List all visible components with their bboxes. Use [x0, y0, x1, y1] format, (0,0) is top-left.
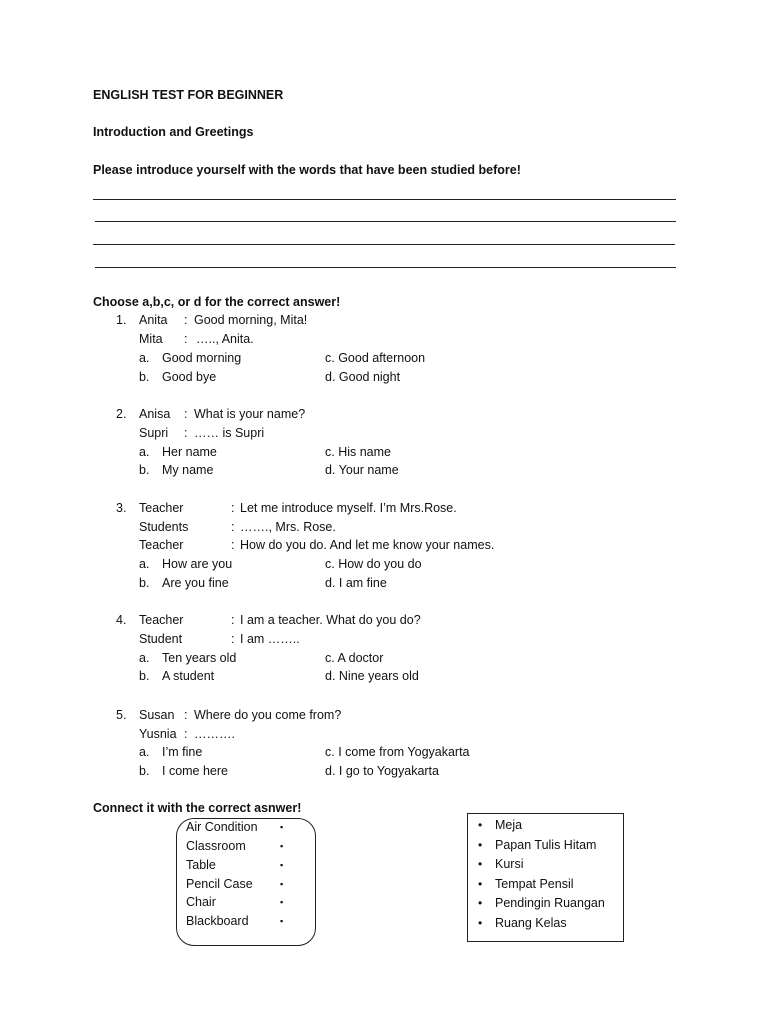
option-label: b.: [139, 463, 150, 477]
test-title: ENGLISH TEST FOR BEGINNER: [93, 88, 284, 102]
dialogue-line: I am ……..: [240, 632, 300, 646]
option-text: d. I am fine: [325, 576, 387, 590]
bullet-dot-icon: •: [478, 877, 483, 891]
option-text: c. His name: [325, 445, 391, 459]
option-text: Her name: [162, 445, 217, 459]
option-text: d. I go to Yogyakarta: [325, 764, 439, 778]
option-label: a.: [139, 351, 150, 365]
speaker-name: Teacher: [139, 538, 184, 552]
option-text: c. Good afternoon: [325, 351, 426, 365]
colon: :: [231, 613, 235, 627]
colon: :: [231, 501, 235, 515]
option-text: A student: [162, 669, 215, 683]
dialogue-line: Where do you come from?: [194, 708, 342, 722]
match-right-item: Papan Tulis Hitam: [495, 838, 597, 852]
option-text: I come here: [162, 764, 229, 778]
dialogue-line: ……….: [194, 727, 235, 741]
bullet-dot-icon: •: [478, 838, 483, 852]
square-bullet-icon: ▪: [280, 822, 284, 832]
match-left-item: Classroom: [186, 839, 246, 853]
answer-line: [93, 244, 675, 245]
match-right-item: Meja: [495, 818, 523, 832]
speaker-name: Student: [139, 632, 183, 646]
colon: :: [184, 313, 188, 327]
match-left-item: Air Condition: [186, 820, 258, 834]
option-text: c. A doctor: [325, 651, 384, 665]
dialogue-line: ….., Anita.: [196, 332, 254, 346]
option-label: b.: [139, 764, 150, 778]
square-bullet-icon: ▪: [280, 879, 284, 889]
option-label: b.: [139, 576, 150, 590]
option-text: d. Nine years old: [325, 669, 419, 683]
question-number: 2.: [116, 407, 127, 421]
dialogue-line: How do you do. And let me know your names.: [240, 538, 495, 552]
speaker-name: Anita: [139, 313, 168, 327]
answer-line: [95, 267, 676, 268]
dialogue-line: What is your name?: [194, 407, 306, 421]
dialogue-line: Let me introduce myself. I’m Mrs.Rose.: [240, 501, 457, 515]
dialogue-line: ……., Mrs. Rose.: [240, 520, 336, 534]
dialogue-line: I am a teacher. What do you do?: [240, 613, 421, 627]
speaker-name: Teacher: [139, 613, 184, 627]
instruction-choose: Choose a,b,c, or d for the correct answer!: [93, 295, 341, 309]
question-number: 1.: [116, 313, 127, 327]
dialogue-line: …… is Supri: [194, 426, 265, 440]
question-number: 5.: [116, 708, 127, 722]
option-label: b.: [139, 669, 150, 683]
speaker-name: Teacher: [139, 501, 184, 515]
colon: :: [231, 632, 235, 646]
option-text: d. Your name: [325, 463, 399, 477]
option-text: My name: [162, 463, 214, 477]
option-label: a.: [139, 557, 150, 571]
square-bullet-icon: ▪: [280, 841, 284, 851]
bullet-dot-icon: •: [478, 818, 483, 832]
option-text: Are you fine: [162, 576, 229, 590]
match-left-item: Pencil Case: [186, 877, 253, 891]
answer-line: [93, 199, 676, 200]
instruction-connect: Connect it with the correct asnwer!: [93, 801, 302, 815]
answer-line: [95, 221, 676, 222]
colon: :: [184, 332, 188, 346]
bullet-dot-icon: •: [478, 896, 483, 910]
option-label: a.: [139, 745, 150, 759]
match-left-item: Chair: [186, 895, 216, 909]
question-number: 3.: [116, 501, 127, 515]
square-bullet-icon: ▪: [280, 897, 284, 907]
option-text: Good bye: [162, 370, 217, 384]
option-text: Ten years old: [162, 651, 237, 665]
option-text: How are you: [162, 557, 233, 571]
speaker-name: Anisa: [139, 407, 171, 421]
option-text: d. Good night: [325, 370, 401, 384]
square-bullet-icon: ▪: [280, 860, 284, 870]
colon: :: [184, 727, 188, 741]
speaker-name: Mita: [139, 332, 163, 346]
bullet-dot-icon: •: [478, 916, 483, 930]
match-right-item: Tempat Pensil: [495, 877, 574, 891]
question-number: 4.: [116, 613, 127, 627]
option-label: a.: [139, 651, 150, 665]
option-text: I’m fine: [162, 745, 203, 759]
instruction-introduce: Please introduce yourself with the words that have been studied before!: [93, 163, 521, 177]
option-label: a.: [139, 445, 150, 459]
speaker-name: Students: [139, 520, 189, 534]
option-text: c. I come from Yogyakarta: [325, 745, 470, 759]
colon: :: [231, 520, 235, 534]
colon: :: [231, 538, 235, 552]
match-left-item: Blackboard: [186, 914, 249, 928]
option-label: b.: [139, 370, 150, 384]
speaker-name: Supri: [139, 426, 169, 440]
bullet-dot-icon: •: [478, 857, 483, 871]
dialogue-line: Good morning, Mita!: [194, 313, 308, 327]
match-right-item: Ruang Kelas: [495, 916, 567, 930]
option-text: c. How do you do: [325, 557, 422, 571]
match-right-item: Kursi: [495, 857, 524, 871]
section-title: Introduction and Greetings: [93, 125, 254, 139]
match-left-item: Table: [186, 858, 216, 872]
colon: :: [184, 407, 188, 421]
colon: :: [184, 426, 188, 440]
speaker-name: Susan: [139, 708, 175, 722]
option-text: Good morning: [162, 351, 242, 365]
colon: :: [184, 708, 188, 722]
speaker-name: Yusnia: [139, 727, 177, 741]
match-right-item: Pendingin Ruangan: [495, 896, 605, 910]
square-bullet-icon: ▪: [280, 916, 284, 926]
